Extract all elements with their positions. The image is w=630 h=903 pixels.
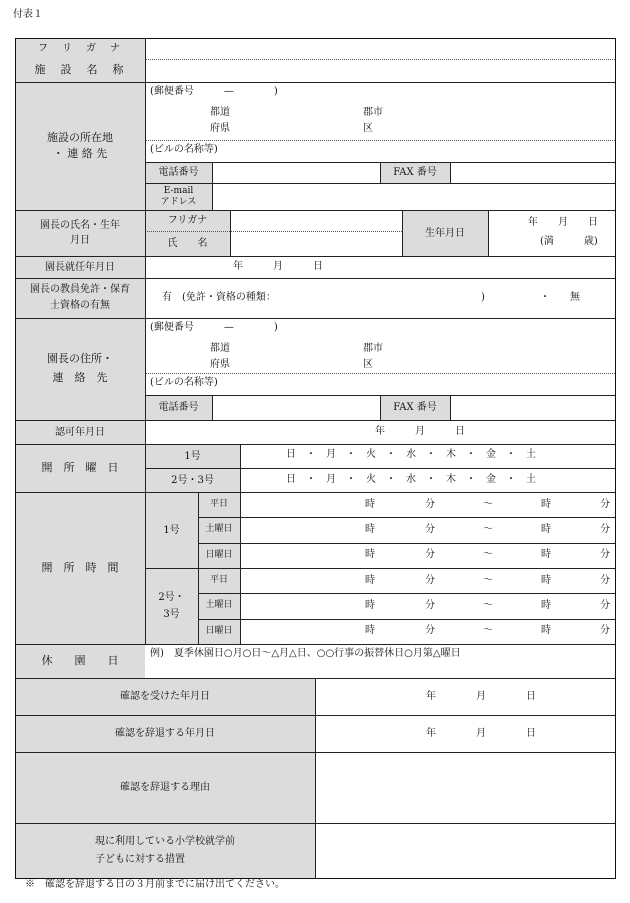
director-postal: (郵便番号 — ) (150, 322, 278, 333)
furigana-label: フ リ ガ ナ (38, 43, 122, 54)
birth-value: 年 月 日 (528, 217, 598, 228)
license-close: ) (481, 292, 485, 303)
birth-label: 生年月日 (425, 227, 465, 239)
director-name-label: 氏 名 (167, 238, 208, 249)
minute-unit: 分 (600, 499, 610, 510)
sunday-label: 日曜日 (205, 549, 233, 560)
facility-name-field[interactable] (146, 60, 614, 82)
open-hours-time-grid (240, 492, 615, 644)
holiday-example: 例) 夏季休園日○月○日～△月△日、○○行事の振替休日○月第△曜日 (150, 648, 461, 659)
hour-unit: 時 (365, 575, 375, 586)
director-prefecture: 都道 府県 (210, 343, 230, 370)
footnote: ※ 確認を辞退する日の３月前までに届け出てください。 (25, 879, 285, 890)
hour-unit: 時 (365, 549, 375, 560)
holiday-label: 休 園 日 (41, 653, 119, 667)
saturday-label: 土曜日 (205, 600, 233, 611)
director-tel-field[interactable] (213, 396, 379, 419)
confirm-withdraw-label: 確認を辞退する年月日 (115, 728, 215, 739)
open-hours-type-1: 1号 (163, 524, 180, 536)
tilde: ～ (483, 549, 493, 560)
weekday-label: 平日 (209, 574, 228, 585)
minute-unit: 分 (425, 575, 435, 586)
minute-unit: 分 (600, 549, 610, 560)
address-city: 郡市 区 (363, 107, 383, 134)
tilde: ～ (483, 600, 493, 611)
tel-label: 電話番号 (158, 167, 199, 178)
hour-unit: 時 (541, 499, 551, 510)
weekday-label: 平日 (209, 498, 228, 509)
email-label: E-mail アドレス (160, 185, 197, 207)
hour-unit: 時 (541, 625, 551, 636)
withdraw-reason-label: 確認を辞退する理由 (120, 782, 210, 793)
age-value: (満 歳) (540, 236, 598, 247)
director-building: (ビルの名称等) (150, 377, 218, 388)
minute-unit: 分 (425, 549, 435, 560)
open-days-type-2-3: 2号・3号 (171, 474, 214, 486)
hour-unit: 時 (541, 600, 551, 611)
address-building: (ビルの名称等) (150, 144, 218, 155)
director-address-label: 園長の住所・ 連 絡 先 (47, 352, 113, 384)
minute-unit: 分 (600, 575, 610, 586)
approval-value: 年 月 日 (375, 426, 465, 437)
tilde: ～ (483, 499, 493, 510)
open-days-weekdays-1: 日 ・ 月 ・ 火 ・ 水 ・ 木 ・ 金 ・ 土 (286, 449, 536, 460)
sunday-label: 日曜日 (205, 625, 233, 636)
hour-unit: 時 (365, 600, 375, 611)
email-field[interactable] (213, 184, 614, 209)
tilde: ～ (483, 625, 493, 636)
minute-unit: 分 (425, 625, 435, 636)
director-furigana-label: フリガナ (167, 215, 208, 226)
hour-unit: 時 (541, 524, 551, 535)
open-hours-type-2-3: 2号・ 3号 (158, 592, 185, 620)
director-furigana-field[interactable] (231, 211, 401, 231)
tel-field[interactable] (213, 163, 379, 182)
withdraw-reason-field[interactable] (316, 753, 614, 822)
fax-label: FAX 番号 (393, 167, 437, 178)
minute-unit: 分 (600, 524, 610, 535)
tilde: ～ (483, 575, 493, 586)
minute-unit: 分 (600, 600, 610, 611)
address-label: 施設の所在地 ・ 連 絡 先 (47, 130, 113, 160)
director-name-field[interactable] (231, 232, 401, 255)
license-value: 有 (免許・資格の種類： (162, 292, 276, 303)
saturday-label: 土曜日 (205, 524, 233, 535)
approval-label: 認可年月日 (55, 426, 105, 438)
license-none: ・ 無 (540, 292, 580, 303)
minute-unit: 分 (425, 499, 435, 510)
address-prefecture: 都道 府県 (210, 107, 230, 134)
minute-unit: 分 (600, 625, 610, 636)
open-hours-label: 開 所 時 間 (41, 560, 119, 574)
document-label: 付表１ (13, 9, 43, 20)
open-days-label: 開 所 曜 日 (41, 460, 119, 474)
tilde: ～ (483, 524, 493, 535)
fax-field[interactable] (451, 163, 614, 182)
appointed-value: 年 月 日 (233, 261, 323, 272)
director-fax-field[interactable] (451, 396, 614, 419)
confirm-withdraw-value: 年 月 日 (426, 728, 536, 739)
hour-unit: 時 (541, 575, 551, 586)
address-postal: (郵便番号 — ) (150, 86, 278, 97)
appointed-label: 園長就任年月日 (45, 261, 115, 273)
minute-unit: 分 (425, 524, 435, 535)
hour-unit: 時 (541, 549, 551, 560)
hour-unit: 時 (365, 625, 375, 636)
facility-name-label: 施 設 名 称 (34, 63, 126, 77)
open-days-type-1: 1号 (184, 450, 201, 462)
director-tel-label: 電話番号 (158, 402, 199, 413)
license-label: 園長の教員免許・保育 士資格の有無 (30, 284, 130, 311)
minute-unit: 分 (425, 600, 435, 611)
facility-furigana-field[interactable] (146, 39, 614, 59)
director-city: 郡市 区 (363, 343, 383, 370)
measures-label: 現に利用している小学校就学前 子どもに対する措置 (95, 835, 235, 865)
open-days-weekdays-2-3: 日 ・ 月 ・ 火 ・ 水 ・ 木 ・ 金 ・ 土 (286, 474, 536, 485)
director-fax-label: FAX 番号 (393, 402, 437, 413)
confirm-received-label: 確認を受けた年月日 (120, 691, 210, 702)
measures-field[interactable] (316, 824, 614, 877)
hour-unit: 時 (365, 499, 375, 510)
director-label: 園長の氏名・生年 月日 (40, 220, 120, 246)
confirm-received-value: 年 月 日 (426, 691, 536, 702)
hour-unit: 時 (365, 524, 375, 535)
